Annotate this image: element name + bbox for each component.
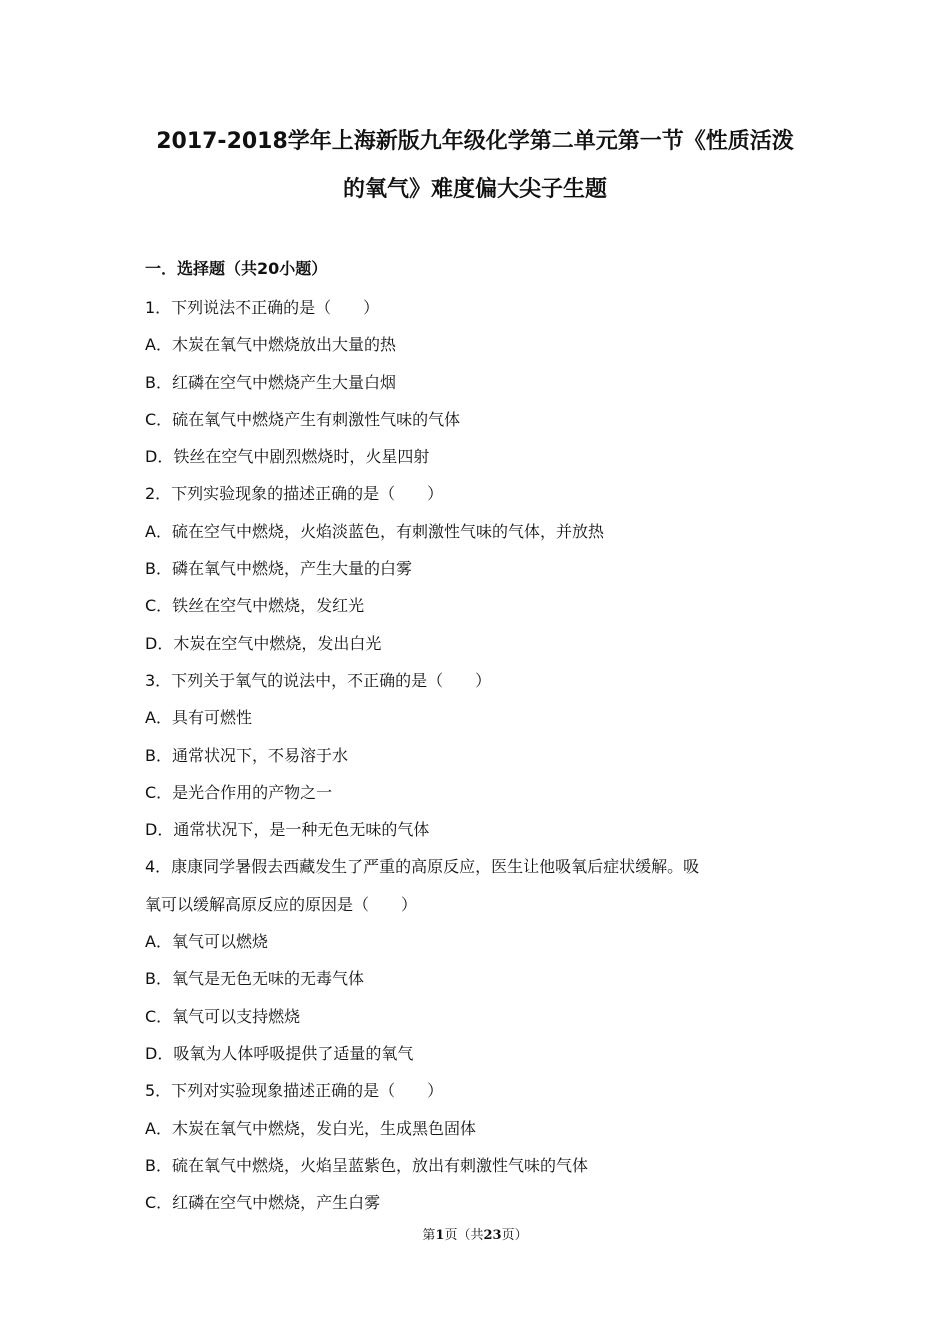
footer-suffix: 页） [501, 1228, 528, 1243]
question-3-option-d: D．通常状况下，是一种无色无味的气体 [145, 820, 430, 840]
question-list [145, 295, 815, 1227]
question-3-option-a: A．具有可燃性 [145, 708, 252, 728]
question-4-option-d: D．吸氧为人体呼吸提供了适量的氧气 [145, 1043, 414, 1063]
question-5-option-c: C．红磷在空气中燃烧，产生白雾 [145, 1193, 381, 1213]
document-title-line-1: 2017-2018学年上海新版九年级化学第二单元第一节《性质活泼 [156, 129, 794, 154]
question-5-stem: 5．下列对实验现象描述正确的是（ ） [145, 1081, 444, 1101]
question-4-option-c: C．氧气可以支持燃烧 [145, 1006, 301, 1026]
page-footer [0, 1227, 950, 1245]
footer-total-pages: 23 [483, 1228, 502, 1243]
question-2-option-a: A．硫在空气中燃烧，火焰淡蓝色，有刺激性气味的气体，并放热 [145, 521, 604, 541]
question-2-option-c: C．铁丝在空气中燃烧，发红光 [145, 596, 365, 616]
document-title-line-2: 的氧气》难度偏大尖子生题 [342, 177, 607, 202]
footer-page-number: 1 [435, 1228, 445, 1243]
section-heading: 一．选择题（共20小题） [145, 259, 328, 278]
question-3-option-b: B．通常状况下，不易溶于水 [145, 745, 348, 765]
question-2-option-d: D．木炭在空气中燃烧，发出白光 [145, 633, 382, 653]
footer-middle: 页（共 [444, 1228, 484, 1243]
question-1-stem: 1．下列说法不正确的是（ ） [145, 298, 380, 317]
question-1-option-c: C．硫在氧气中燃烧产生有刺激性气味的气体 [145, 409, 461, 429]
question-2-stem: 2．下列实验现象的描述正确的是（ ） [145, 484, 444, 504]
question-4-stem-line-1: 4．康康同学暑假去西藏发生了严重的高原反应，医生让他吸氧后症状缓解。吸 [145, 857, 700, 877]
question-4-option-a: A．氧气可以燃烧 [145, 932, 268, 952]
question-3-option-c: C．是光合作用的产物之一 [145, 782, 333, 802]
question-4-stem-line-2: 氧可以缓解高原反应的原因是（ ） [145, 894, 418, 914]
question-5-option-a: A．木炭在氧气中燃烧，发白光，生成黑色固体 [145, 1118, 476, 1138]
question-1-option-d: D．铁丝在空气中剧烈燃烧时，火星四射 [145, 447, 430, 467]
question-4-option-b: B．氧气是无色无味的无毒气体 [145, 969, 364, 989]
question-3-stem: 3．下列关于氧气的说法中，不正确的是（ ） [145, 670, 492, 690]
footer-prefix: 第 [422, 1228, 436, 1243]
question-5-option-b: B．硫在氧气中燃烧，火焰呈蓝紫色，放出有刺激性气味的气体 [145, 1155, 588, 1175]
question-1-option-b: B．红磷在空气中燃烧产生大量白烟 [145, 372, 396, 392]
question-2-option-b: B．磷在氧气中燃烧，产生大量的白雾 [145, 559, 412, 579]
question-1-option-a: A．木炭在氧气中燃烧放出大量的热 [145, 335, 396, 355]
